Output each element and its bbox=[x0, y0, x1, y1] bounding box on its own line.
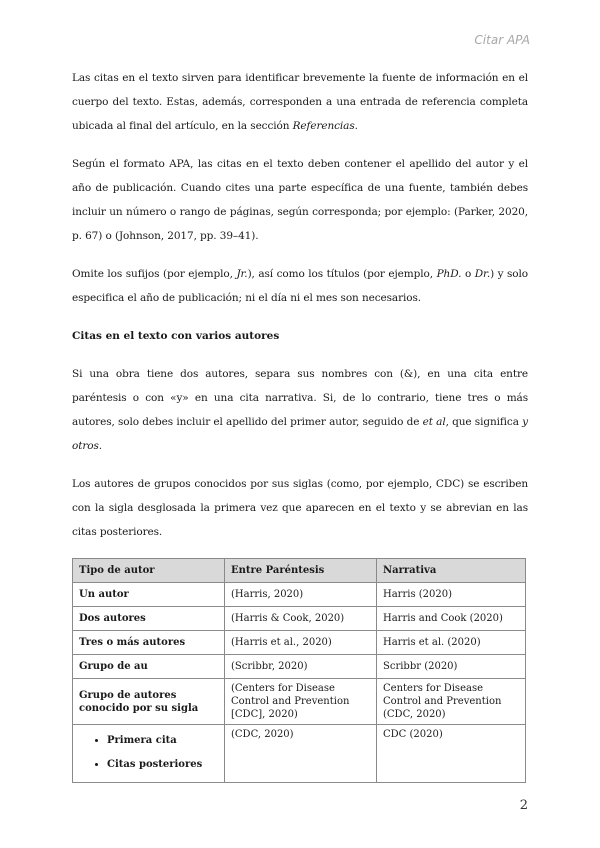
table-row bbox=[73, 583, 526, 607]
paragraph-group-authors: Los autores de grupos conocidos por sus siglas (como, por ejemplo, CDC) se escriben con la sigla desglosada la primera vez que aparecen en el texto y se abrevian en las citas posteriores. bbox=[72, 478, 528, 538]
text-span: Si una obra tiene dos autores, separa sus nombres con (&), en una cita entre paréntesis o con «y» en una cita narrativa. Si, de lo contrario, tiene tres o más autores, solo debes incluir el apellido del primer autor, seguido de bbox=[72, 368, 528, 428]
table-cell: (CDC, 2020) bbox=[225, 725, 377, 783]
table-cell: Scribbr (2020) bbox=[377, 655, 526, 679]
table-cell: Centers for Disease Control and Prevention (CDC, 2020) bbox=[377, 679, 526, 725]
emphasis-text: PhD. bbox=[436, 268, 462, 280]
table-row bbox=[73, 607, 526, 631]
emphasis-text: y otros bbox=[72, 416, 528, 452]
paragraph-omit bbox=[72, 262, 528, 310]
table-header-cell: Tipo de autor bbox=[73, 559, 225, 583]
table-cell: Harris (2020) bbox=[377, 583, 526, 607]
page-body bbox=[72, 66, 528, 783]
table-header-cell: Entre Paréntesis bbox=[225, 559, 377, 583]
table-cell: (Scribbr, 2020) bbox=[225, 655, 377, 679]
text-span: ) y solo especifica el año de publicación; ni el día ni el mes son necesarios. bbox=[72, 268, 529, 304]
table-cell: CDC (2020) bbox=[377, 725, 526, 783]
table-row bbox=[73, 631, 526, 655]
table-row bbox=[73, 655, 526, 679]
text-span: o bbox=[461, 268, 475, 280]
text-span: . bbox=[354, 120, 358, 132]
list-item: • Primera cita bbox=[107, 729, 218, 753]
table-cell: (Harris & Cook, 2020) bbox=[225, 607, 377, 631]
section-heading: Citas en el texto con varios autores bbox=[72, 330, 280, 342]
list-item: • Citas posteriores bbox=[107, 753, 218, 777]
emphasis-text: Jr. bbox=[236, 268, 248, 280]
text-span: Las citas en el texto sirven para identificar brevemente la fuente de información en el cuerpo del texto. Estas, además, corresponden a una entrada de referencia completa ubicada al final del artículo, en la sección bbox=[72, 72, 528, 132]
paragraph-intro bbox=[72, 66, 528, 138]
text-span: ), así como los títulos (por ejemplo, bbox=[247, 268, 437, 280]
table-row bbox=[73, 679, 526, 725]
emphasis-text: Dr. bbox=[474, 268, 491, 280]
paragraph-format: Según el formato APA, las citas en el texto deben contener el apellido del autor y el año de publicación. Cuando cites una parte específica de una fuente, también debes incluir un número o rango de páginas, según corresponda; por ejemplo: (Parker, 2020, p. 67) o (Johnson, 2017, pp. 39–41). bbox=[72, 158, 528, 242]
page-number: 2 bbox=[519, 798, 528, 813]
running-header: Citar APA bbox=[474, 33, 530, 47]
table-cell bbox=[73, 725, 225, 783]
table-cell: (Harris, 2020) bbox=[225, 583, 377, 607]
bullet-list bbox=[79, 729, 218, 777]
citation-table bbox=[72, 558, 526, 783]
text-span: Omite los sufijos (por ejemplo, bbox=[72, 268, 237, 280]
table-header-row bbox=[73, 559, 526, 583]
table-cell: (Centers for Disease Control and Prevention [CDC], 2020) bbox=[225, 679, 377, 725]
emphasis-text: Referencias bbox=[292, 120, 355, 132]
table-cell: Grupo de au bbox=[73, 655, 225, 679]
table-cell: Grupo de autores conocido por su sigla bbox=[73, 679, 225, 725]
table-cell: Harris and Cook (2020) bbox=[377, 607, 526, 631]
emphasis-text: et al bbox=[422, 416, 446, 428]
text-span: , que significa bbox=[445, 416, 523, 428]
table-header-cell: Narrativa bbox=[377, 559, 526, 583]
table-cell: Un autor bbox=[73, 583, 225, 607]
table-row bbox=[73, 725, 526, 783]
table-cell: Harris et al. (2020) bbox=[377, 631, 526, 655]
table-cell: (Harris et al., 2020) bbox=[225, 631, 377, 655]
table-cell: Tres o más autores bbox=[73, 631, 225, 655]
paragraph-multiple-authors bbox=[72, 362, 528, 458]
table-cell: Dos autores bbox=[73, 607, 225, 631]
text-span: . bbox=[98, 440, 103, 452]
